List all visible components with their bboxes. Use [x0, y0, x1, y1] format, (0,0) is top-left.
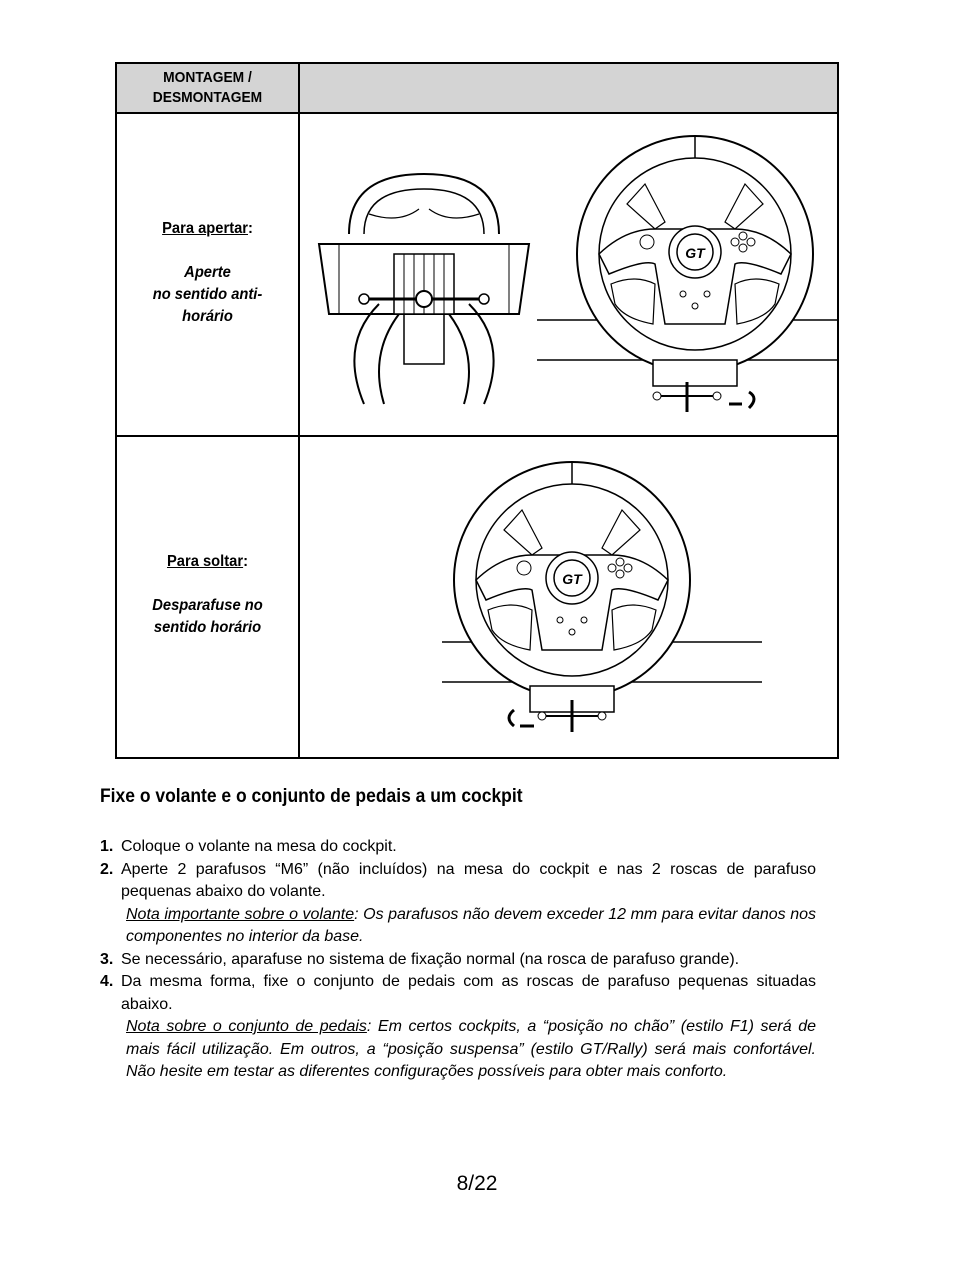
note-text: : Em certos cockpits, a “posição no chão” (estilo F1) será de mais fácil utilização. Em outros, a “posição suspensa” (estilo GT/Rally) será mais confortável. Não hesite em testar as diferentes configurações possíveis para obter mais conforto.: [126, 1018, 816, 1080]
loosen-colon: :: [243, 553, 248, 570]
assembly-table: [115, 62, 839, 759]
loosen-instructions: [124, 551, 291, 639]
item-text: Coloque o volante na mesa do cockpit.: [121, 838, 397, 855]
tighten-label: Para apertar: [162, 220, 249, 237]
loosen-label: Para soltar: [166, 553, 244, 570]
note-label: Nota importante sobre o volante: [126, 905, 355, 923]
table-header-title: MONTAGEM / DESMONTAGEM: [152, 69, 263, 106]
loosen-instruction: Desparafuse no sentido horário: [152, 597, 263, 636]
note-text: : Os parafusos não devem exceder 12 mm para evitar danos nos componentes no interior da base.: [126, 905, 817, 945]
item-number: 4.: [100, 973, 114, 990]
note-label: Nota sobre o conjunto de pedais: [126, 1018, 367, 1035]
wheel-side-clamp-illustration: [309, 154, 539, 414]
list-item: [100, 971, 816, 1016]
list-item: [100, 836, 816, 859]
item-text: Da mesma forma, fixe o conjunto de pedais com as roscas de parafuso pequenas situadas abaixo.: [121, 973, 816, 1013]
list-item: [100, 859, 816, 904]
item-number: 3.: [100, 950, 114, 968]
item-number: 1.: [100, 838, 114, 855]
tighten-instruction: Aperte no sentido anti- horário: [152, 264, 263, 325]
note-steering-wheel: [100, 904, 816, 949]
table-column-divider: [298, 64, 300, 757]
tighten-instructions: [124, 218, 291, 328]
section-title: Fixe o volante e o conjunto de pedais a um cockpit: [100, 786, 523, 807]
item-text: Se necessário, aparafuse no sistema de fixação normal (na rosca de parafuso grande).: [121, 950, 740, 968]
item-number: 2.: [100, 860, 114, 878]
note-pedal-set: [100, 1016, 816, 1084]
table-row-divider: [117, 435, 837, 437]
page-number: 8/22: [456, 1172, 498, 1195]
item-text: Aperte 2 parafusos “M6” (não incluídos) na mesa do cockpit e nas 2 roscas de parafuso pequenas abaixo do volante.: [121, 860, 816, 900]
tighten-colon: :: [248, 220, 253, 237]
wheel-front-loosen-illustration: [442, 460, 762, 750]
table-header: [117, 64, 837, 114]
list-item: [100, 949, 816, 972]
instructions-list: [100, 836, 816, 1084]
wheel-front-tighten-illustration: [537, 130, 837, 426]
